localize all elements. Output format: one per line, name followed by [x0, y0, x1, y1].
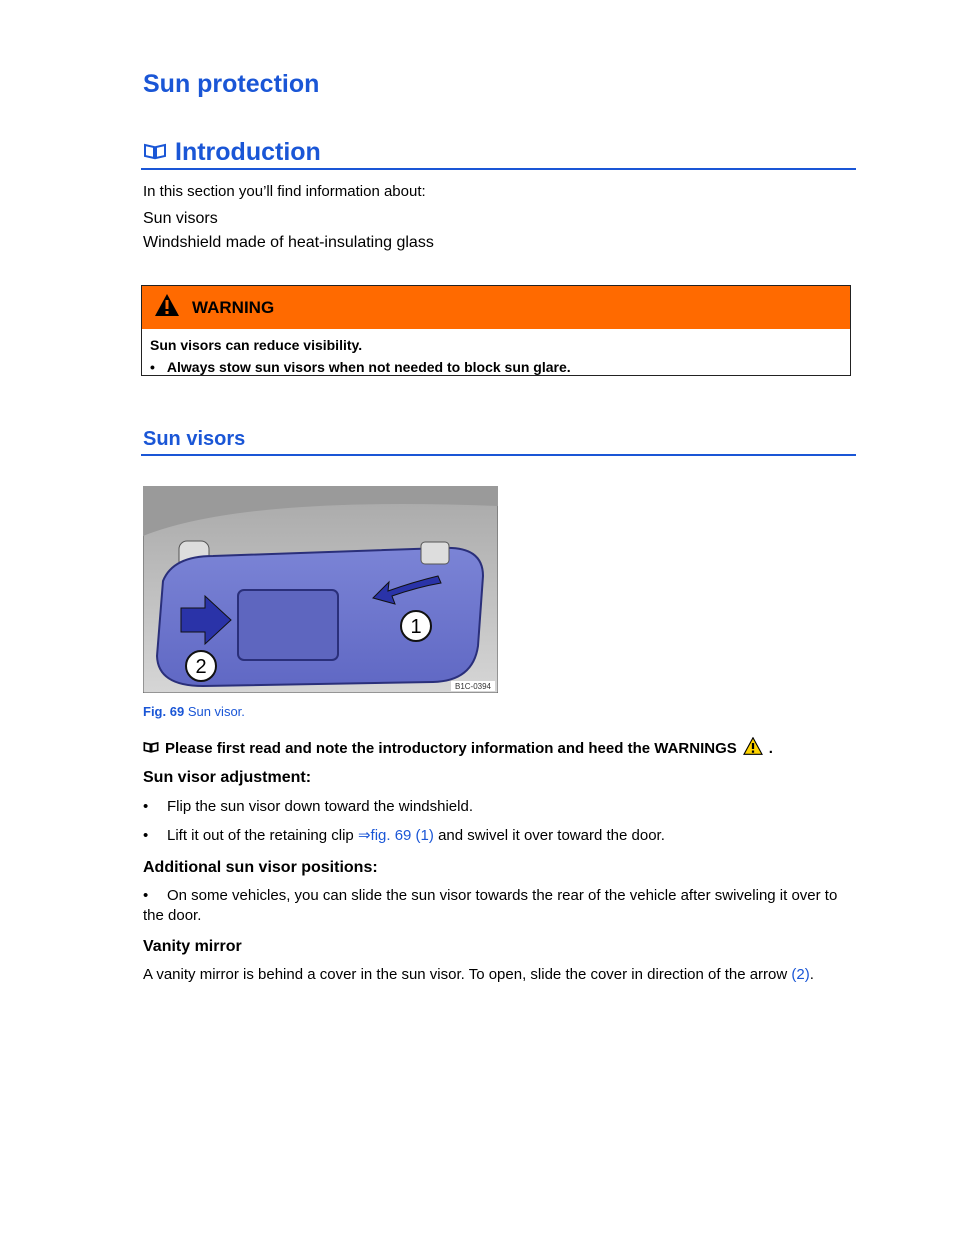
warning-triangle-icon	[154, 293, 180, 322]
vanity-text-pre: A vanity mirror is behind a cover in the sun visor. To open, slide the cover in direction of the arrow	[143, 966, 788, 983]
warning-triangle-icon[interactable]	[743, 737, 763, 759]
adjustment-item-2	[143, 826, 858, 846]
intro-heading-text: Introduction	[175, 138, 321, 166]
topic-item-windshield[interactable]: Windshield made of heat-insulating glass	[143, 234, 434, 251]
additional-item-1-text: On some vehicles, you can slide the sun visor towards the rear of the vehicle after swiveling it over to the door.	[143, 887, 838, 924]
warning-label: WARNING	[192, 297, 275, 317]
figure-caption-text: Sun visor.	[187, 704, 245, 719]
bullet-icon: •	[143, 827, 149, 844]
sun-visor-figure	[143, 486, 498, 693]
additional-heading: Additional sun visor positions:	[143, 859, 378, 876]
bullet-icon: •	[143, 887, 149, 904]
section-divider	[141, 454, 856, 456]
figure-code: B1C-0394	[454, 682, 492, 691]
note-text: Please first read and note the introductory information and heed the WARNINGS	[165, 739, 737, 757]
warning-bullet-text: Always stow sun visors when not needed to block sun glare.	[166, 359, 571, 375]
intro-note	[143, 737, 773, 759]
figure-caption-label: Fig. 69	[143, 704, 185, 719]
figure-caption	[143, 704, 245, 719]
callout-1: 1	[410, 616, 422, 638]
bullet-icon: •	[143, 798, 149, 815]
adjustment-item-1	[143, 797, 858, 817]
vanity-text	[143, 965, 858, 985]
warning-header	[142, 286, 850, 329]
vanity-text-post: .	[809, 966, 814, 983]
intro-lead: In this section you’ll find information about:	[143, 183, 426, 200]
fig-69-1-link[interactable]: fig. 69 (1)	[370, 827, 434, 844]
topic-item-sun-visors[interactable]: Sun visors	[143, 210, 218, 227]
book-icon	[143, 138, 167, 167]
adjustment-item-2-pre: Lift it out of the retaining clip	[167, 827, 354, 844]
bullet-icon: •	[150, 359, 155, 375]
intro-divider	[141, 168, 856, 170]
topic-list	[143, 207, 434, 255]
vanity-heading: Vanity mirror	[143, 938, 242, 955]
warning-box	[141, 285, 851, 376]
callout-2: 2	[195, 656, 207, 678]
cross-ref-arrow: ⇒	[357, 827, 371, 844]
adjustment-item-1-text: Flip the sun visor down toward the windshield.	[167, 798, 473, 815]
arrow-2-link[interactable]: (2)	[791, 966, 810, 983]
intro-heading	[143, 138, 321, 167]
page-title: Sun protection	[143, 70, 320, 98]
book-icon	[143, 740, 159, 757]
adjustment-heading: Sun visor adjustment:	[143, 769, 312, 786]
additional-item-1	[143, 886, 855, 926]
note-end: .	[768, 739, 773, 757]
section-heading: Sun visors	[143, 428, 246, 450]
warning-text: Sun visors can reduce visibility.	[150, 337, 363, 353]
warning-bullet	[150, 356, 842, 378]
adjustment-item-2-post: and swivel it over toward the door.	[438, 827, 665, 844]
